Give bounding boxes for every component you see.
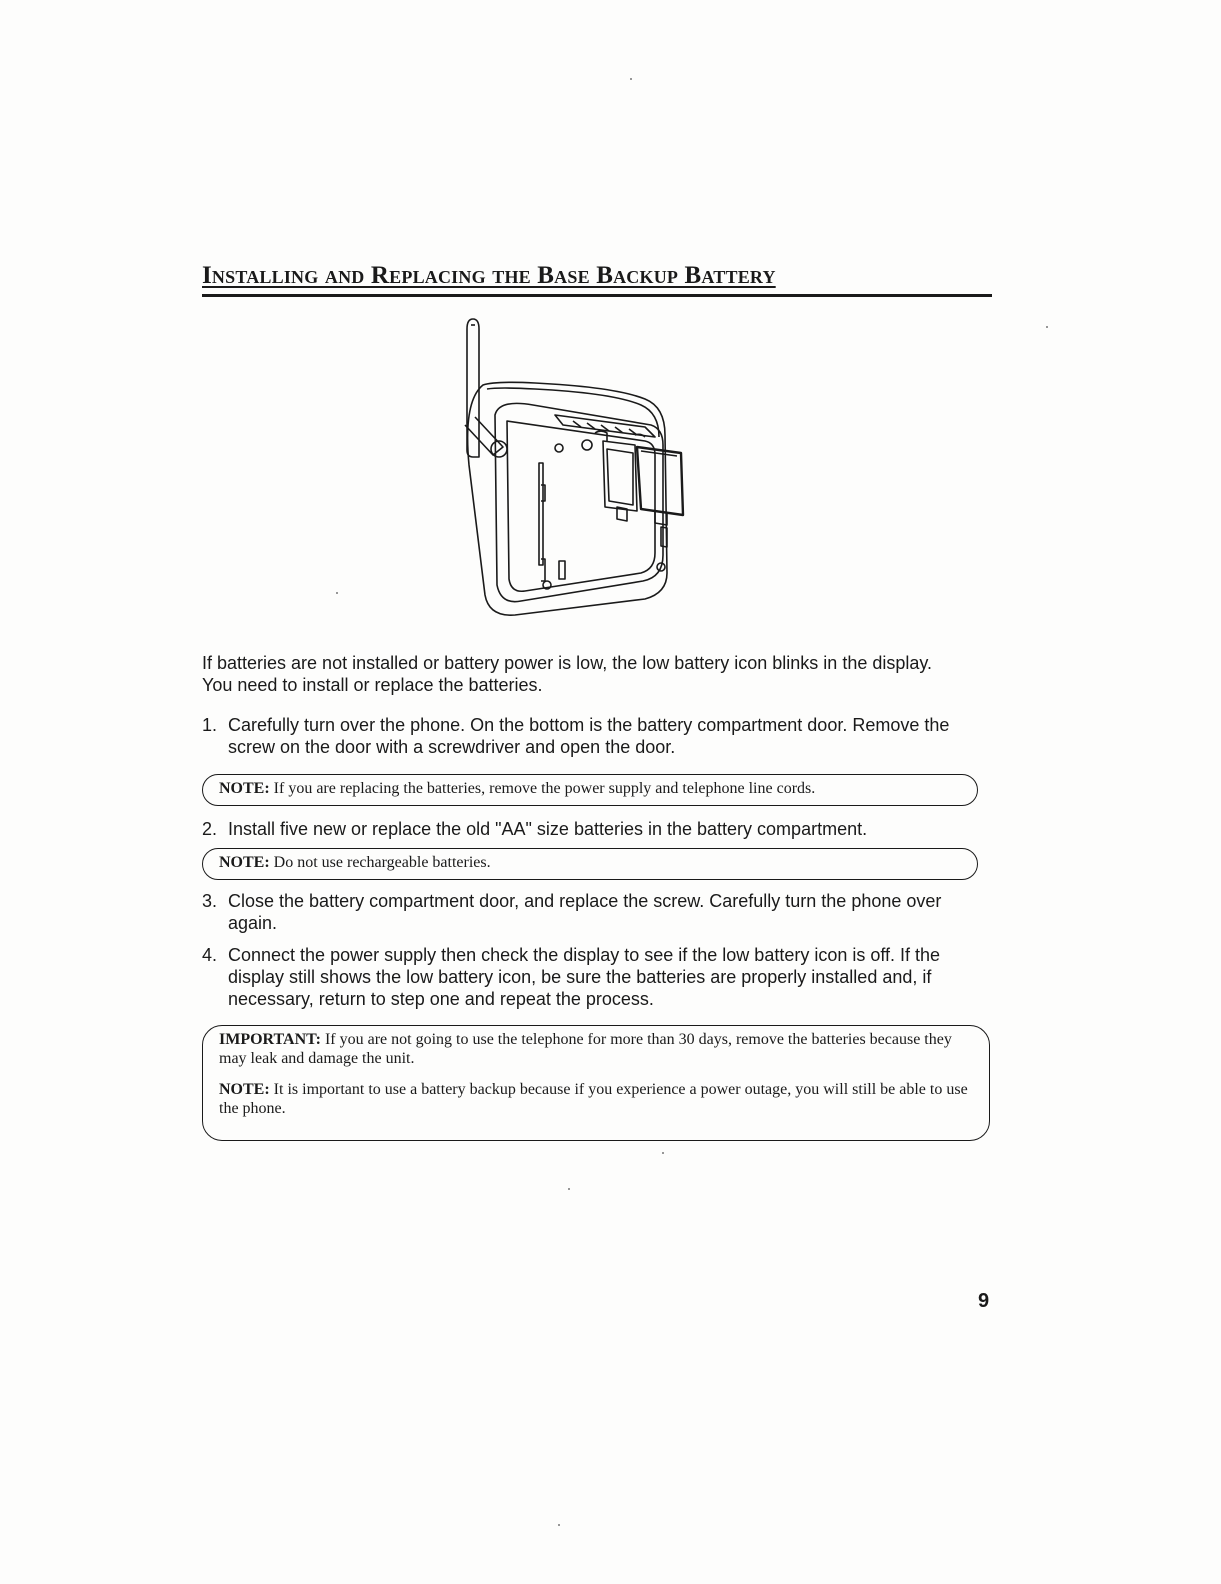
scan-speck bbox=[568, 1188, 570, 1190]
page-title: Installing and Replacing the Base Backup Battery bbox=[202, 262, 776, 289]
step-4 bbox=[202, 944, 992, 1010]
important-text: If you are not going to use the telephone for more than 30 days, remove the batteries because they may leak and damage the unit. bbox=[219, 1031, 952, 1067]
scan-speck bbox=[558, 1524, 560, 1526]
scan-speck bbox=[336, 592, 338, 594]
important-paragraph bbox=[219, 1030, 973, 1068]
note-box bbox=[202, 848, 978, 880]
scan-speck bbox=[1046, 326, 1048, 328]
note-text: Do not use rechargeable batteries. bbox=[273, 854, 491, 871]
important-box bbox=[202, 1025, 990, 1141]
scan-speck bbox=[662, 1152, 664, 1154]
step-number: 2. bbox=[202, 819, 218, 839]
note-label: NOTE: bbox=[219, 780, 270, 797]
important-label: IMPORTANT: bbox=[219, 1031, 321, 1048]
scan-speck bbox=[630, 78, 632, 80]
phone-base-illustration bbox=[455, 315, 695, 620]
step-2 bbox=[202, 818, 992, 840]
note-label: NOTE: bbox=[219, 854, 270, 871]
step-number: 4. bbox=[202, 945, 218, 965]
note-text: It is important to use a battery backup because if you experience a power outage, you will still be able to use the phone. bbox=[219, 1081, 968, 1117]
intro-paragraph: If batteries are not installed or battery power is low, the low battery icon blinks in the display. You need to install or replace the batteries. bbox=[202, 653, 933, 695]
phone-base-drawing bbox=[455, 315, 695, 620]
step-3 bbox=[202, 890, 992, 934]
step-text: Carefully turn over the phone. On the bottom is the battery compartment door. Remove the screw on the door with a screwdriver and open the door. bbox=[228, 715, 950, 757]
step-text: Install five new or replace the old "AA" size batteries in the battery compartment. bbox=[228, 819, 868, 839]
step-1 bbox=[202, 714, 992, 758]
note-box bbox=[202, 774, 978, 806]
section-heading bbox=[202, 256, 992, 297]
note-label: NOTE: bbox=[219, 1081, 270, 1098]
backup-note-paragraph bbox=[219, 1080, 973, 1118]
step-text: Close the battery compartment door, and replace the screw. Carefully turn the phone over again. bbox=[228, 891, 942, 933]
note-text: If you are replacing the batteries, remove the power supply and telephone line cords. bbox=[273, 780, 816, 797]
page-number: 9 bbox=[978, 1290, 990, 1312]
step-text: Connect the power supply then check the display to see if the low battery icon is off. If the display still shows the low battery icon, be sure the batteries are properly installed and, if necessary, return to step one and repeat the process. bbox=[228, 945, 941, 1009]
step-number: 1. bbox=[202, 715, 218, 735]
step-number: 3. bbox=[202, 891, 218, 911]
